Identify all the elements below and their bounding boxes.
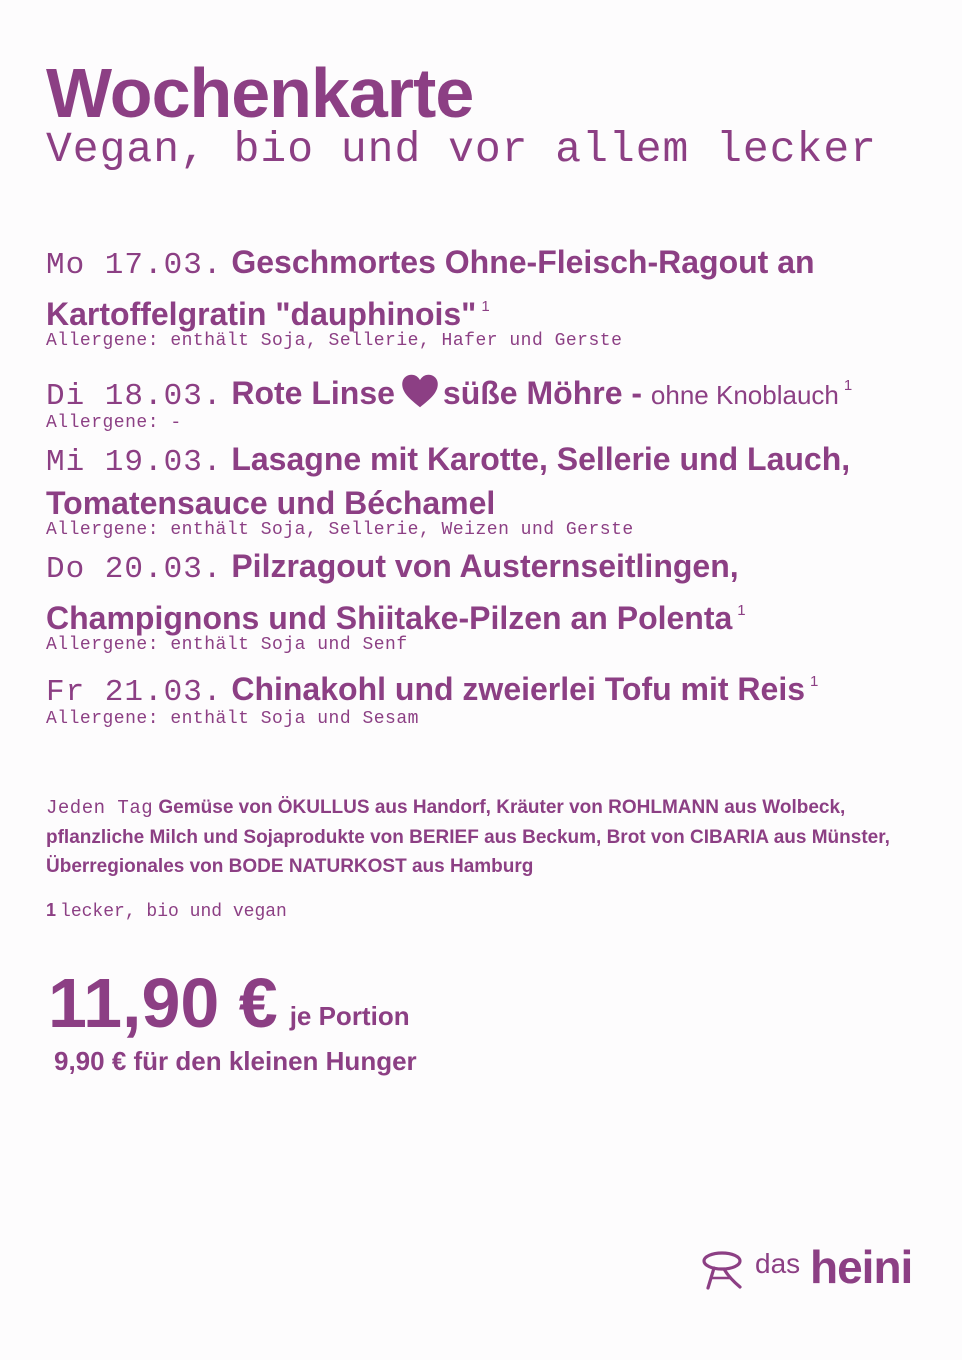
footnote-marker: 1 xyxy=(810,673,819,690)
price-small: 9,90 € für den kleinen Hunger xyxy=(54,1046,417,1076)
allergen-info: Allergene: enthält Soja, Sellerie, Weizen und Gerste xyxy=(46,520,634,540)
footnote-marker: 1 xyxy=(481,298,490,315)
page-title: Wochenkarte xyxy=(46,54,474,132)
menu-day-friday xyxy=(46,661,916,713)
dish-name-part1: Rote Linse xyxy=(231,375,395,411)
menu-day-tuesday xyxy=(46,365,916,417)
daily-text: Gemüse von ÖKULLUS aus Handorf, Kräuter von ROHLMANN aus Wolbeck, pflanzliche Milch und Sojaprodukte von BERIEF aus Beckum, Brot von CIBARIA aus Münster, Überregionales von BODE NATURKOST aus Hamburg xyxy=(46,797,890,877)
page-subtitle: Vegan, bio und vor allem lecker xyxy=(46,125,877,174)
price-main: 11,90 € xyxy=(48,964,278,1042)
dish-name: Pilzragout von Austernseitlingen, Champignons und Shiitake-Pilzen an Polenta xyxy=(46,548,739,636)
footnote-legend xyxy=(46,900,287,922)
footnote-marker: 1 xyxy=(843,377,853,394)
daily-suppliers xyxy=(46,793,926,881)
brand-logo xyxy=(700,1240,930,1300)
day-label: Di 18.03. xyxy=(46,379,223,414)
menu-day-thursday xyxy=(46,546,916,639)
menu-day-monday xyxy=(46,242,916,335)
logo-prefix: das xyxy=(755,1248,801,1279)
day-label: Do 20.03. xyxy=(46,552,223,587)
footnote-legend-text: lecker, bio und vegan xyxy=(60,902,287,922)
dish-name-part2: süße Möhre - xyxy=(442,375,643,411)
allergen-info: Allergene: enthält Soja und Sesam xyxy=(46,709,419,729)
dish-name: Lasagne mit Karotte, Sellerie und Lauch, Tomatensauce und Béchamel xyxy=(46,441,851,521)
price-main-line xyxy=(48,964,410,1042)
dish-note: ohne Knoblauch xyxy=(650,380,839,410)
heart-icon xyxy=(401,374,439,408)
dish-name: Chinakohl und zweierlei Tofu mit Reis xyxy=(231,671,806,707)
day-label: Mo 17.03. xyxy=(46,248,223,283)
allergen-info: Allergene: - xyxy=(46,413,182,433)
dish-name: Geschmortes Ohne-Fleisch-Ragout an Kartoffelgratin "dauphinois" xyxy=(46,244,815,332)
footnote-marker: 1 xyxy=(737,602,746,619)
price-per: je Portion xyxy=(289,1001,410,1031)
footnote-legend-marker: 1 xyxy=(46,900,57,920)
stool-icon xyxy=(700,1250,744,1292)
day-label: Mi 19.03. xyxy=(46,445,223,480)
allergen-info: Allergene: enthält Soja und Senf xyxy=(46,635,408,655)
logo-name: heini xyxy=(810,1241,913,1293)
day-label: Fr 21.03. xyxy=(46,675,223,710)
menu-day-wednesday xyxy=(46,439,916,524)
allergen-info: Allergene: enthält Soja, Sellerie, Hafer und Gerste xyxy=(46,331,623,351)
daily-label: Jeden Tag xyxy=(46,797,154,819)
